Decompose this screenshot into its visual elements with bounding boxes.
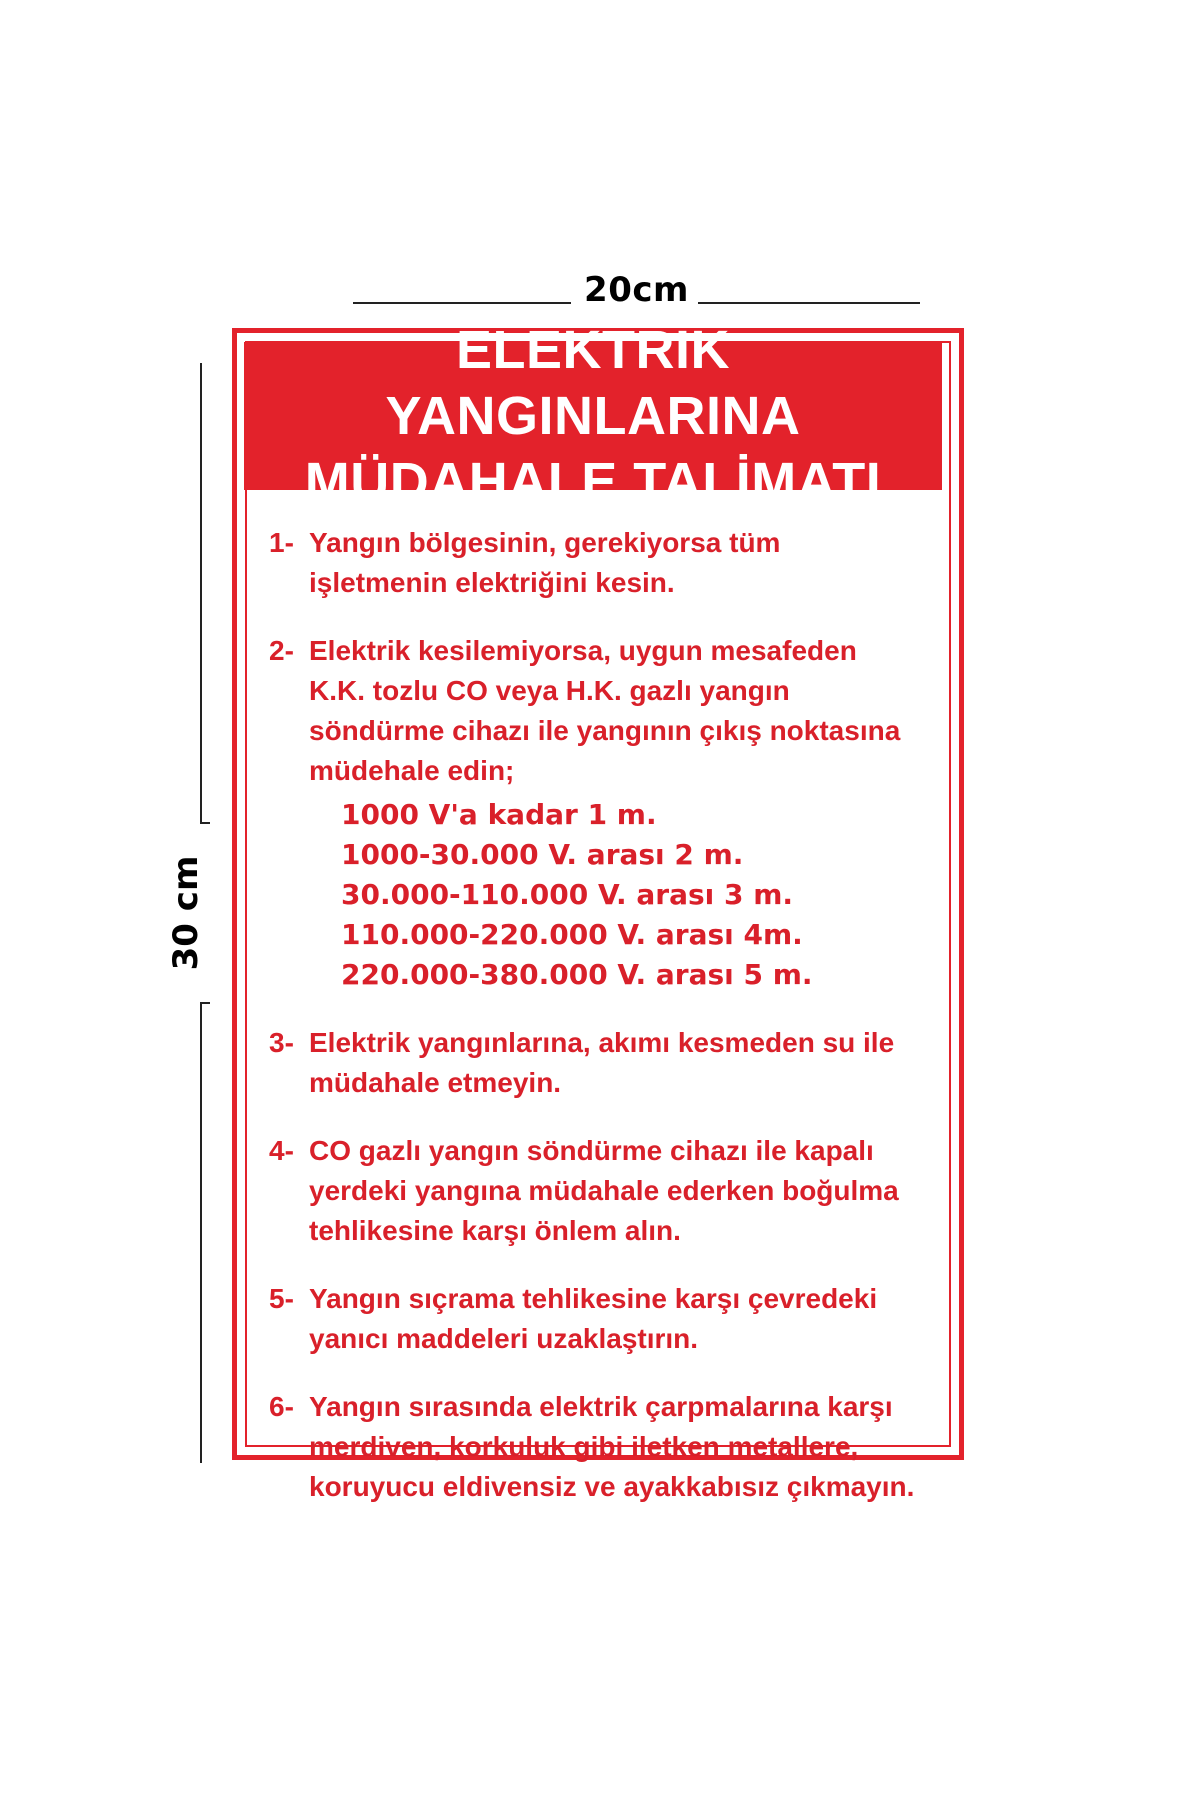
distance-line: 110.000-220.000 V. arası 4m. bbox=[341, 918, 803, 951]
instruction-item-4 bbox=[269, 1131, 919, 1251]
distance-line: 1000 V'a kadar 1 m. bbox=[341, 798, 657, 831]
sign-title-line-2: MÜDAHALE TALİMATI bbox=[304, 452, 882, 512]
distance-list bbox=[309, 795, 919, 995]
instruction-text: Elektrik kesilemiyorsa, uygun mesafeden K.K. tozlu CO veya H.K. gazlı yangın söndürme cihazı ile yangının çıkış noktasına müdehale edin; bbox=[309, 635, 901, 786]
distance-line: 220.000-380.000 V. arası 5 m. bbox=[341, 958, 813, 991]
instruction-number: 1- bbox=[269, 527, 294, 558]
height-dimension bbox=[160, 363, 210, 1463]
width-dimension-label: 20cm bbox=[584, 270, 689, 310]
distance-line: 30.000-110.000 V. arası 3 m. bbox=[341, 878, 794, 911]
instruction-item-2 bbox=[269, 631, 919, 995]
height-dimension-line-bottom bbox=[200, 1003, 202, 1463]
instruction-item-6 bbox=[269, 1387, 919, 1507]
sign-header bbox=[244, 320, 942, 512]
sign-title-line-1: ELEKTRİK YANGINLARINA bbox=[385, 320, 801, 446]
height-dimension-label: 30 cm bbox=[166, 855, 206, 971]
instruction-text: CO gazlı yangın söndürme cihazı ile kapalı yerdeki yangına müdahale ederken boğulma tehlikesine karşı önlem alın. bbox=[309, 1135, 899, 1246]
instruction-number: 6- bbox=[269, 1391, 294, 1422]
height-dimension-line-top bbox=[200, 363, 202, 823]
instruction-number: 3- bbox=[269, 1027, 294, 1058]
instruction-number: 4- bbox=[269, 1135, 294, 1166]
instruction-item-3 bbox=[269, 1023, 919, 1103]
width-dimension bbox=[353, 270, 920, 310]
width-dimension-line-right bbox=[698, 302, 920, 304]
instruction-text: Yangın sıçrama tehlikesine karşı çevredeki yanıcı maddeleri uzaklaştırın. bbox=[309, 1283, 878, 1354]
instruction-text: Yangın sırasında elektrik çarpmalarına karşı merdiven, korkuluk gibi iletken metallere, koruyucu eldivensiz ve ayakkabısız çıkmayın. bbox=[309, 1391, 915, 1502]
instruction-text: Elektrik yangınlarına, akımı kesmeden su ile müdahale etmeyin. bbox=[309, 1027, 895, 1098]
instruction-item-1 bbox=[269, 523, 919, 603]
instruction-number: 5- bbox=[269, 1283, 294, 1314]
instruction-list bbox=[269, 523, 919, 1535]
instruction-number: 2- bbox=[269, 635, 294, 666]
height-dimension-tick-top bbox=[200, 822, 210, 824]
distance-line: 1000-30.000 V. arası 2 m. bbox=[341, 838, 744, 871]
instruction-text: Yangın bölgesinin, gerekiyorsa tüm işletmenin elektriğini kesin. bbox=[309, 527, 781, 598]
instruction-item-5 bbox=[269, 1279, 919, 1359]
instruction-sign bbox=[232, 320, 964, 1502]
